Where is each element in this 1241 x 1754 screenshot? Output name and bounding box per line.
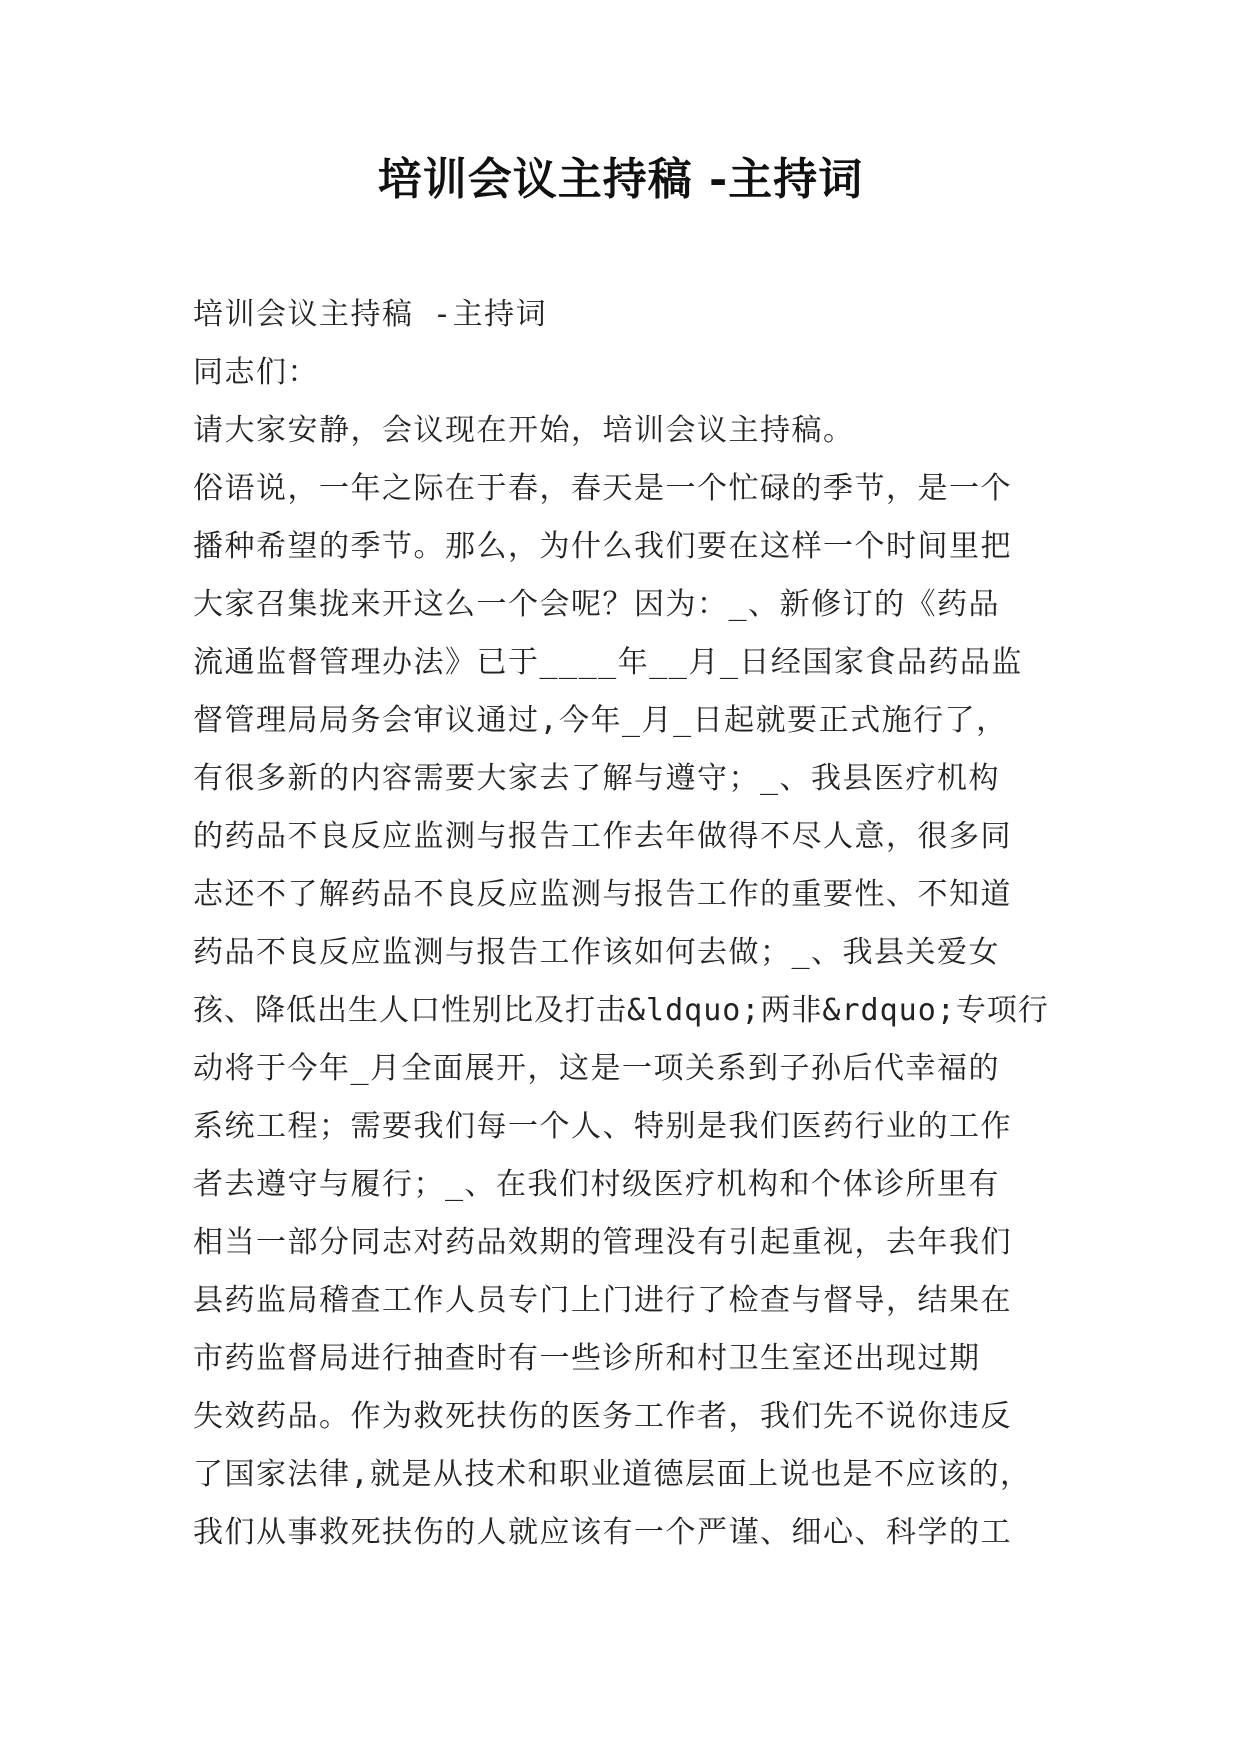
body-line: 的药品不良反应监测与报告工作去年做得不尽人意，很多同 bbox=[193, 819, 1012, 854]
body-line: 失效药品。作为救死扶伤的医务工作者，我们先不说你违反 bbox=[193, 1399, 1012, 1434]
body-line: 市药监督局进行抽查时有一些诊所和村卫生室还出现过期 bbox=[193, 1341, 981, 1376]
body-line: 相当一部分同志对药品效期的管理没有引起重视，去年我们 bbox=[193, 1225, 1012, 1260]
body-line: 我们从事救死扶伤的人就应该有一个严谨、细心、科学的工 bbox=[193, 1515, 1012, 1550]
document-title: 培训会议主持稿 -主持词 bbox=[377, 154, 864, 205]
body-line: 大家召集拢来开这么一个会呢？因为：_、新修订的《药品 bbox=[193, 587, 1001, 622]
body-line: 了国家法律,就是从技术和职业道德层面上说也是不应该的， bbox=[193, 1457, 1032, 1492]
document-body bbox=[193, 286, 1053, 1562]
body-line: 孩、降低出生人口性别比及打击&ldquo;两非&rdquo;专项行 bbox=[193, 993, 1049, 1028]
body-line: 系统工程；需要我们每一个人、特别是我们医药行业的工作 bbox=[193, 1109, 1012, 1144]
body-line: 志还不了解药品不良反应监测与报告工作的重要性、不知道 bbox=[193, 877, 1012, 912]
body-line: 培训会议主持稿 -主持词 bbox=[193, 297, 548, 332]
body-line: 有很多新的内容需要大家去了解与遵守；_、我县医疗机构 bbox=[193, 761, 1001, 796]
body-line: 播种希望的季节。那么，为什么我们要在这样一个时间里把 bbox=[193, 529, 1012, 564]
body-line: 县药监局稽查工作人员专门上门进行了检查与督导，结果在 bbox=[193, 1283, 1012, 1318]
body-line: 请大家安静，会议现在开始，培训会议主持稿。 bbox=[193, 413, 855, 448]
body-line: 督管理局局务会审议通过,今年_月_日起就要正式施行了， bbox=[193, 703, 1008, 738]
body-line: 动将于今年_月全面展开，这是一项关系到子孙后代幸福的 bbox=[193, 1051, 1001, 1086]
body-line: 俗语说，一年之际在于春，春天是一个忙碌的季节，是一个 bbox=[193, 471, 1012, 506]
body-line: 者去遵守与履行；_、在我们村级医疗机构和个体诊所里有 bbox=[193, 1167, 1001, 1202]
body-line: 同志们： bbox=[193, 355, 319, 390]
body-line: 流通监督管理办法》已于____年__月_日经国家食品药品监 bbox=[193, 645, 1023, 680]
body-line: 药品不良反应监测与报告工作该如何去做；_、我县关爱女 bbox=[193, 935, 1001, 970]
